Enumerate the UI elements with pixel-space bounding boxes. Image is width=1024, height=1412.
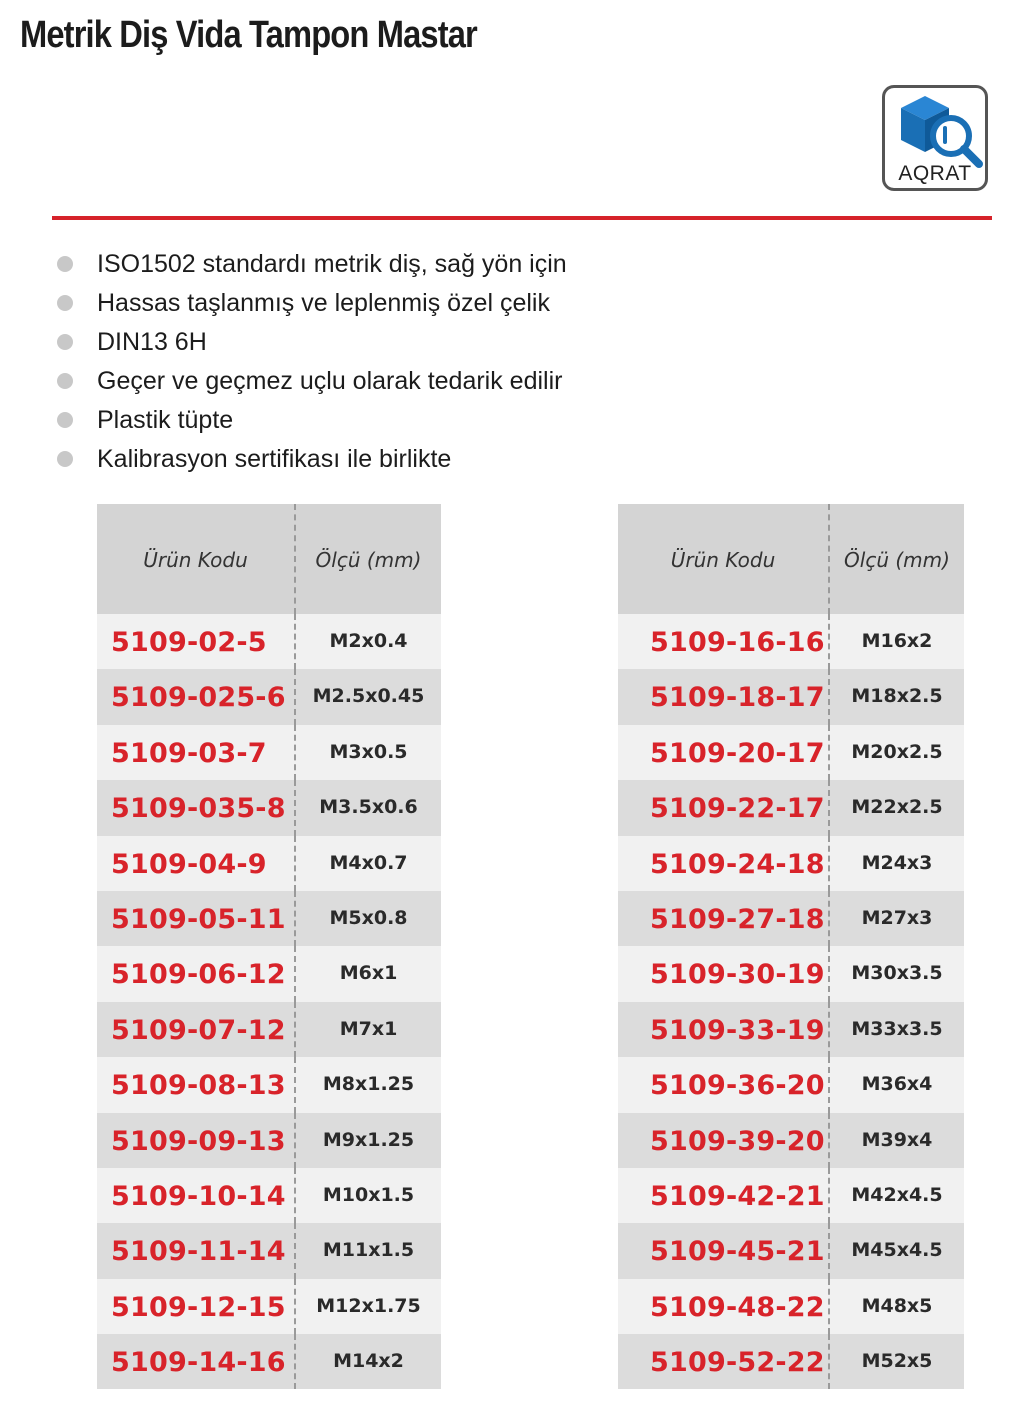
- product-code: 5109-48-22: [650, 1291, 825, 1323]
- thread-size: M11x1.5: [322, 1239, 415, 1262]
- feature-item: Plastik tüpte: [55, 402, 567, 441]
- red-divider: [52, 216, 992, 220]
- product-code: 5109-10-14: [111, 1180, 286, 1212]
- page-title: Metrik Diş Vida Tampon Mastar: [20, 14, 477, 56]
- product-code: 5109-035-8: [111, 793, 286, 825]
- feature-list: [55, 246, 567, 480]
- table-row: [618, 1057, 964, 1112]
- product-code: 5109-24-18: [650, 848, 825, 880]
- bullet-icon: [57, 334, 73, 350]
- table-row: [97, 1002, 441, 1057]
- product-code: 5109-33-19: [650, 1014, 825, 1046]
- thread-size: M3.5x0.6: [319, 796, 418, 819]
- header-size: Ölçü (mm): [315, 548, 422, 572]
- product-code: 5109-52-22: [650, 1347, 825, 1379]
- product-code: 5109-45-21: [650, 1236, 825, 1268]
- header-size: Ölçü (mm): [844, 548, 950, 572]
- product-code: 5109-14-16: [111, 1347, 286, 1379]
- thread-size: M22x2.5: [851, 796, 943, 819]
- thread-size: M9x1.25: [322, 1128, 415, 1151]
- feature-item: Hassas taşlanmış ve leplenmiş özel çelik: [55, 285, 567, 324]
- product-code: 5109-11-14: [111, 1236, 286, 1268]
- table-row: [618, 1168, 964, 1223]
- thread-size: M12x1.75: [316, 1294, 421, 1317]
- thread-size: M4x0.7: [329, 851, 408, 874]
- bullet-icon: [57, 256, 73, 272]
- product-code: 5109-20-17: [650, 737, 825, 769]
- header-product-code: Ürün Kodu: [670, 548, 776, 572]
- table-row: [618, 836, 964, 891]
- table-header: [618, 504, 964, 614]
- table-row: [97, 1113, 441, 1168]
- thread-size: M2.5x0.45: [312, 685, 425, 708]
- product-code: 5109-22-17: [650, 793, 825, 825]
- product-table-left: [97, 504, 441, 1389]
- table-row: [97, 669, 441, 724]
- thread-size: M18x2.5: [851, 685, 943, 708]
- feature-item: Kalibrasyon sertifikası ile birlikte: [55, 441, 567, 480]
- product-code: 5109-42-21: [650, 1180, 825, 1212]
- product-code: 5109-09-13: [111, 1125, 286, 1157]
- table-row: [618, 780, 964, 835]
- table-row: [618, 891, 964, 946]
- thread-size: M10x1.5: [322, 1183, 415, 1206]
- feature-item: ISO1502 standardı metrik diş, sağ yön için: [55, 246, 567, 285]
- product-code: 5109-16-16: [650, 627, 825, 658]
- thread-size: M7x1: [339, 1017, 398, 1040]
- table-row: [97, 725, 441, 780]
- table-row: [97, 891, 441, 946]
- table-row: [618, 1113, 964, 1168]
- table-row: [618, 1223, 964, 1278]
- table-row: [97, 780, 441, 835]
- bullet-icon: [57, 412, 73, 428]
- table-row: [97, 1279, 441, 1334]
- thread-size: M48x5: [861, 1294, 933, 1317]
- table-row: [97, 1168, 441, 1223]
- thread-size: M45x4.5: [851, 1239, 943, 1262]
- thread-size: M42x4.5: [851, 1183, 943, 1206]
- thread-size: M27x3: [861, 906, 933, 929]
- product-table-right: [618, 504, 964, 1389]
- product-code: 5109-08-13: [111, 1070, 286, 1102]
- product-code: 5109-39-20: [650, 1125, 825, 1157]
- table-row: [97, 1057, 441, 1112]
- thread-size: M6x1: [339, 962, 398, 985]
- thread-size: M2x0.4: [329, 630, 408, 652]
- product-code: 5109-07-12: [111, 1014, 286, 1046]
- table-row: [618, 946, 964, 1001]
- product-code: 5109-02-5: [111, 627, 267, 658]
- table-header: [97, 504, 441, 614]
- product-code: 5109-27-18: [650, 903, 825, 935]
- aqrat-logo: [882, 85, 988, 191]
- table-row: [97, 836, 441, 891]
- table-row: [618, 614, 964, 669]
- table-row: [618, 669, 964, 724]
- table-row: [97, 946, 441, 1001]
- table-row: [618, 1002, 964, 1057]
- table-row: [618, 1334, 964, 1389]
- table-body: [618, 614, 964, 1389]
- cube-magnifier-icon: [891, 92, 983, 172]
- header-product-code: Ürün Kodu: [143, 548, 248, 572]
- thread-size: M3x0.5: [329, 740, 408, 763]
- feature-item: Geçer ve geçmez uçlu olarak tedarik edilir: [55, 363, 567, 402]
- product-code: 5109-12-15: [111, 1291, 286, 1323]
- table-body: [97, 614, 441, 1389]
- table-row: [97, 1334, 441, 1389]
- product-code: 5109-03-7: [111, 737, 267, 769]
- thread-size: M8x1.25: [322, 1073, 415, 1096]
- bullet-icon: [57, 295, 73, 311]
- product-code: 5109-04-9: [111, 848, 267, 880]
- product-code: 5109-06-12: [111, 959, 286, 991]
- table-row: [97, 1223, 441, 1278]
- table-row: [618, 725, 964, 780]
- logo-text: AQRAT: [898, 162, 972, 185]
- thread-size: M24x3: [861, 851, 933, 874]
- thread-size: M16x2: [861, 630, 933, 652]
- thread-size: M52x5: [861, 1350, 933, 1373]
- thread-size: M5x0.8: [329, 906, 408, 929]
- product-code: 5109-30-19: [650, 959, 825, 991]
- thread-size: M39x4: [861, 1128, 933, 1151]
- thread-size: M36x4: [861, 1073, 933, 1096]
- product-code: 5109-05-11: [111, 903, 286, 935]
- bullet-icon: [57, 451, 73, 467]
- product-code: 5109-18-17: [650, 682, 825, 714]
- thread-size: M20x2.5: [851, 740, 943, 763]
- product-code: 5109-36-20: [650, 1070, 825, 1102]
- table-row: [97, 614, 441, 669]
- table-row: [618, 1279, 964, 1334]
- feature-item: DIN13 6H: [55, 324, 567, 363]
- bullet-icon: [57, 373, 73, 389]
- thread-size: M30x3.5: [851, 962, 943, 985]
- product-code: 5109-025-6: [111, 682, 286, 714]
- thread-size: M33x3.5: [851, 1017, 943, 1040]
- thread-size: M14x2: [333, 1350, 404, 1373]
